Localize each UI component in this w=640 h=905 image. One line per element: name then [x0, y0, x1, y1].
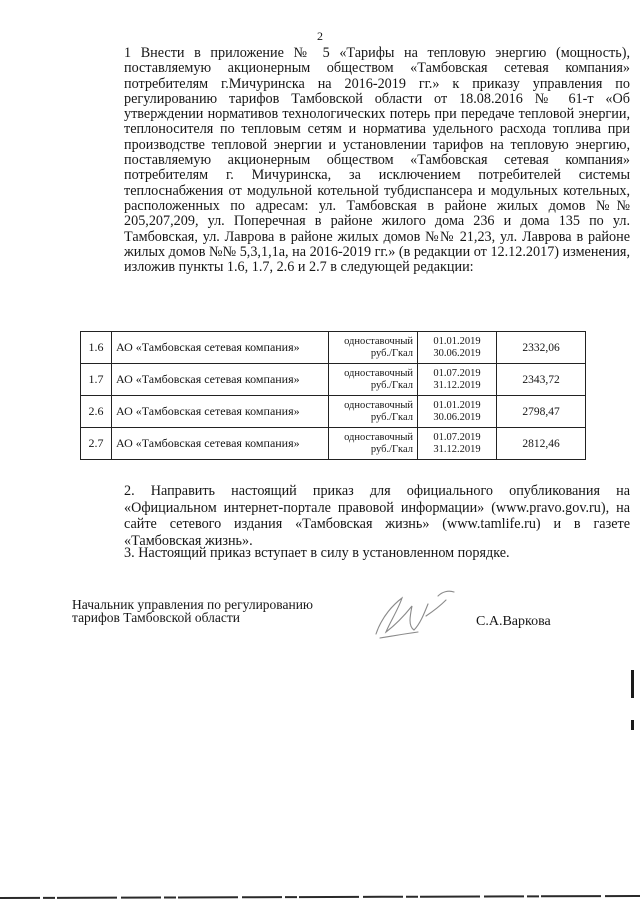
tariff-type: одноставочный	[344, 335, 413, 347]
row-number: 2.6	[81, 396, 112, 428]
validity-period	[418, 396, 497, 428]
date-to: 30.06.2019	[433, 347, 481, 359]
signatory-title-line-1: Начальник управления по регулированию	[72, 597, 314, 612]
organization: АО «Тамбовская сетевая компания»	[112, 364, 329, 396]
page-number: 2	[317, 29, 323, 43]
table-row	[81, 364, 586, 396]
tariff-unit	[329, 396, 418, 428]
paragraph-3: 3. Настоящий приказ вступает в силу в установленном порядке.	[124, 545, 510, 561]
table-row	[81, 332, 586, 364]
organization: АО «Тамбовская сетевая компания»	[112, 332, 329, 364]
tariff-type: одноставочный	[344, 367, 413, 379]
row-number: 1.7	[81, 364, 112, 396]
tariff-unit	[329, 332, 418, 364]
validity-period	[418, 428, 497, 460]
unit-label: руб./Гкал	[370, 411, 413, 423]
date-from: 01.01.2019	[433, 335, 481, 347]
organization: АО «Тамбовская сетевая компания»	[112, 396, 329, 428]
validity-period	[418, 332, 497, 364]
date-to: 31.12.2019	[433, 379, 481, 391]
date-from: 01.01.2019	[433, 399, 481, 411]
signatory-title	[72, 598, 313, 624]
table-row	[81, 396, 586, 428]
organization: АО «Тамбовская сетевая компания»	[112, 428, 329, 460]
handwritten-signature	[368, 586, 463, 646]
unit-label: руб./Гкал	[370, 443, 413, 455]
date-to: 30.06.2019	[433, 411, 481, 423]
row-number: 2.7	[81, 428, 112, 460]
tariff-type: одноставочный	[344, 431, 413, 443]
tariff-unit	[329, 428, 418, 460]
validity-period	[418, 364, 497, 396]
date-from: 01.07.2019	[433, 431, 481, 443]
scan-mark	[631, 720, 634, 730]
tariff-type: одноставочный	[344, 399, 413, 411]
scan-edge	[0, 890, 640, 905]
tariff-value: 2812,46	[497, 428, 586, 460]
date-to: 31.12.2019	[433, 443, 481, 455]
unit-label: руб./Гкал	[370, 347, 413, 359]
date-from: 01.07.2019	[433, 367, 481, 379]
paragraph-1: 1 Внести в приложение № 5 «Тарифы на тепловую энергию (мощность), поставляемую акционерным обществом «Тамбовская сетевая компания» потребителям г.Мичуринска на 2016-2019 гг.» к приказу управления по регулированию тарифов Тамбовской области от 18.08.2016 № 61-т «Об утверждении нормативов технологических потерь при передаче тепловой энергии, теплоносителя по тепловым сетям и норматива удельного расхода топлива при производстве тепловой энергии и установлении тарифов на тепловую энергию, поставляемую акционерным обществом «Тамбовская сетевая компания» потребителям г. Мичуринска, за исключением потребителей системы теплоснабжения от модульной котельной тубдиспансера и модульных котельных, расположенных по адресам: ул. Тамбовская в районе жилых домов №№ 205,207,209, ул. Поперечная в районе жилого дома 236 и дома 135 по ул. Тамбовская, ул. Лаврова в районе жилых домов №№ 21,23, ул. Лаврова в районе жилых домов №№ 5,3,1,1а, на 2016-2019 гг.» (в редакции от 12.12.2017) изменения, изложив пункты 1.6, 1.7, 2.6 и 2.7 в следующей редакции:	[124, 45, 630, 276]
signatory-name: С.А.Варкова	[476, 614, 551, 629]
tariff-value: 2798,47	[497, 396, 586, 428]
signatory-title-line-2: тарифов Тамбовской области	[72, 610, 240, 625]
tariff-table	[80, 331, 586, 460]
tariff-value: 2332,06	[497, 332, 586, 364]
paragraph-2: 2. Направить настоящий приказ для официального опубликования на «Официальном интернет-портале правовой информации» (www.pravo.gov.ru), на сайте сетевого издания «Тамбовская жизнь» (www.tamlife.ru) и в газете «Тамбовская жизнь».	[124, 483, 630, 549]
tariff-unit	[329, 364, 418, 396]
unit-label: руб./Гкал	[370, 379, 413, 391]
table-row	[81, 428, 586, 460]
tariff-value: 2343,72	[497, 364, 586, 396]
row-number: 1.6	[81, 332, 112, 364]
scan-mark	[631, 670, 634, 698]
